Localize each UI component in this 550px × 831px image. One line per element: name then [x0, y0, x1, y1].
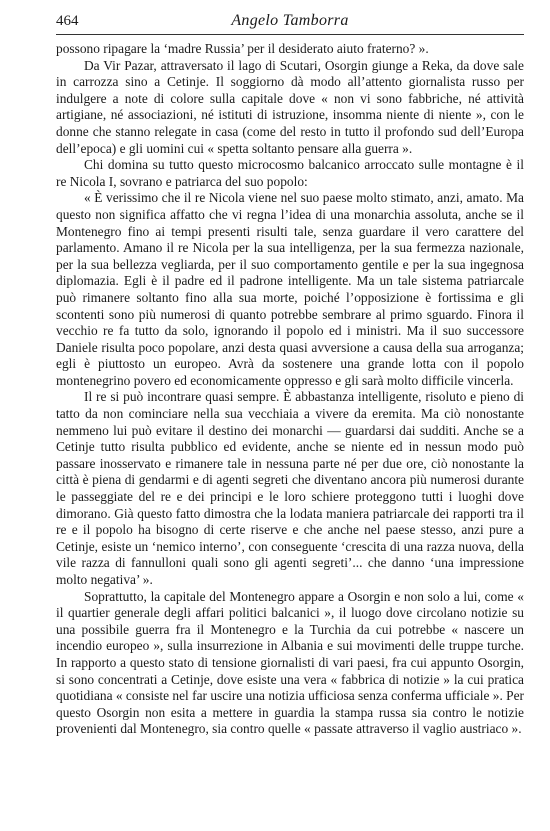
paragraph: Soprattutto, la capitale del Montenegro appare a Osorgin e non solo a lui, come « il quartier generale degli affari politici balcanici », il luogo dove circolano notizie su una possibile guerra fra il Montenegro e la Turchia da cui potrebbe « nascere un incendio europeo », sulla insurrezione in Albania e sui movimenti delle truppe turche. In rapporto a questo stato di tensione giornalisti di vari paesi, fra cui appunto Osorgin, si sono concentrati a Cetinje, dove esiste una vera « fabbrica di notizie » la cui pratica quotidiana « consiste nel far uscire una notizia ufficiosa senza conferma ufficiale ». Per questo Osorgin non esita a mettere in guardia la stampa russa sia contro le notizie provenienti dal Montenegro, sia contro quelle « passate attraverso il vaglio austriaco ». — [56, 588, 524, 737]
page-number: 464 — [56, 13, 79, 29]
paragraph: Da Vir Pazar, attraversato il lago di Scutari, Osorgin giunge a Reka, da dove sale in carrozza sino a Cetinje. Il soggiorno dà modo all’attento giornalista russo per indulgere a note di colore sulla capitale dove « non vi sono fabbriche, né attività artigiane, né associazioni, né istituti di istruzione, insomma niente di niente », con le donne che stanno relegate in casa (come del resto in tutto il profondo sud dell’Europa dell’epoca) e gli uomini cui « spetta soltanto pensare alla guerra ». — [56, 57, 524, 156]
block-quote: « È verissimo che il re Nicola viene nel suo paese molto stimato, anzi, amato. Ma questo non significa affatto che vi regna l’idea di una monarchia assoluta, anche se il Montenegro fino ai tempi presenti risulti tale, senza guardare il vero carattere del parlamento. Amano il re Nicola per la sua intelligenza, per la sua fermezza nazionale, per la sua bellezza vegliarda, per il suo comportamento gentile e per la sua ingegnosa diplomazia. Egli è il padre ed il padrone intelligente. Ma un tale sistema patriarcale può rimanere soltanto fino alla sua morte, poiché l’opposizione è fortissima e gli scontenti sono più numerosi di quanto potrebbe sembrare al primo sguardo. Finora il vecchio re fa tutto da solo, ignorando il popolo ed i ministri. Ma il suo successore Daniele risulta poco popolare, anzi desta quasi avversione a causa della sua arroganza; egli è piuttosto un europeo. Avrà da sostenere una grande lotta con il popolo montenegrino povero ed economicamente oppresso e gli sarà molto difficile vincerla. — [56, 190, 524, 388]
running-title: Angelo Tamborra — [231, 12, 349, 29]
running-head — [56, 12, 524, 35]
body-text — [56, 41, 524, 738]
paragraph: Chi domina su tutto questo microcosmo balcanico arroccato sulle montagne è il re Nicola I, sovrano e patriarca del suo popolo: — [56, 157, 524, 189]
paragraph-continuation: possono ripagare la ‘madre Russia’ per il desiderato aiuto fraterno? ». — [56, 41, 429, 56]
block-quote: Il re si può incontrare quasi sempre. È abbastanza intelligente, risoluto e pieno di tatto da non cominciare nella sua vecchiaia a vivere da eremita. Ma ciò nonostante nemmeno lui può evitare il destino dei monarchi — guardarsi dai sudditi. Anche se a Cetinje tutto risulta pubblico ed evidente, anche se niente ed in nessun modo può passare inosservato e rimanere tale in nessuna parte né per due ore, ciò nonostante la città è piena di gendarmi e di agenti segreti che diventano ancora più numerosi durante le passeggiate del re e dei principi e le loro schiere proteggono tutti i luoghi dove dimorano. Già questo fatto dimostra che la lodata maniera patriarcale dei rapporti tra il re e il popolo ha bisogno di certe riserve e che anche nel paese stesso, anzi pure a Cetinje, esiste un ‘nemico interno’, con conseguente ‘crescita di una razza nuova, della vile razza di fannulloni quali sono gli agenti segreti’... che danno ‘una impressione molto negativa’ ». — [56, 389, 524, 587]
